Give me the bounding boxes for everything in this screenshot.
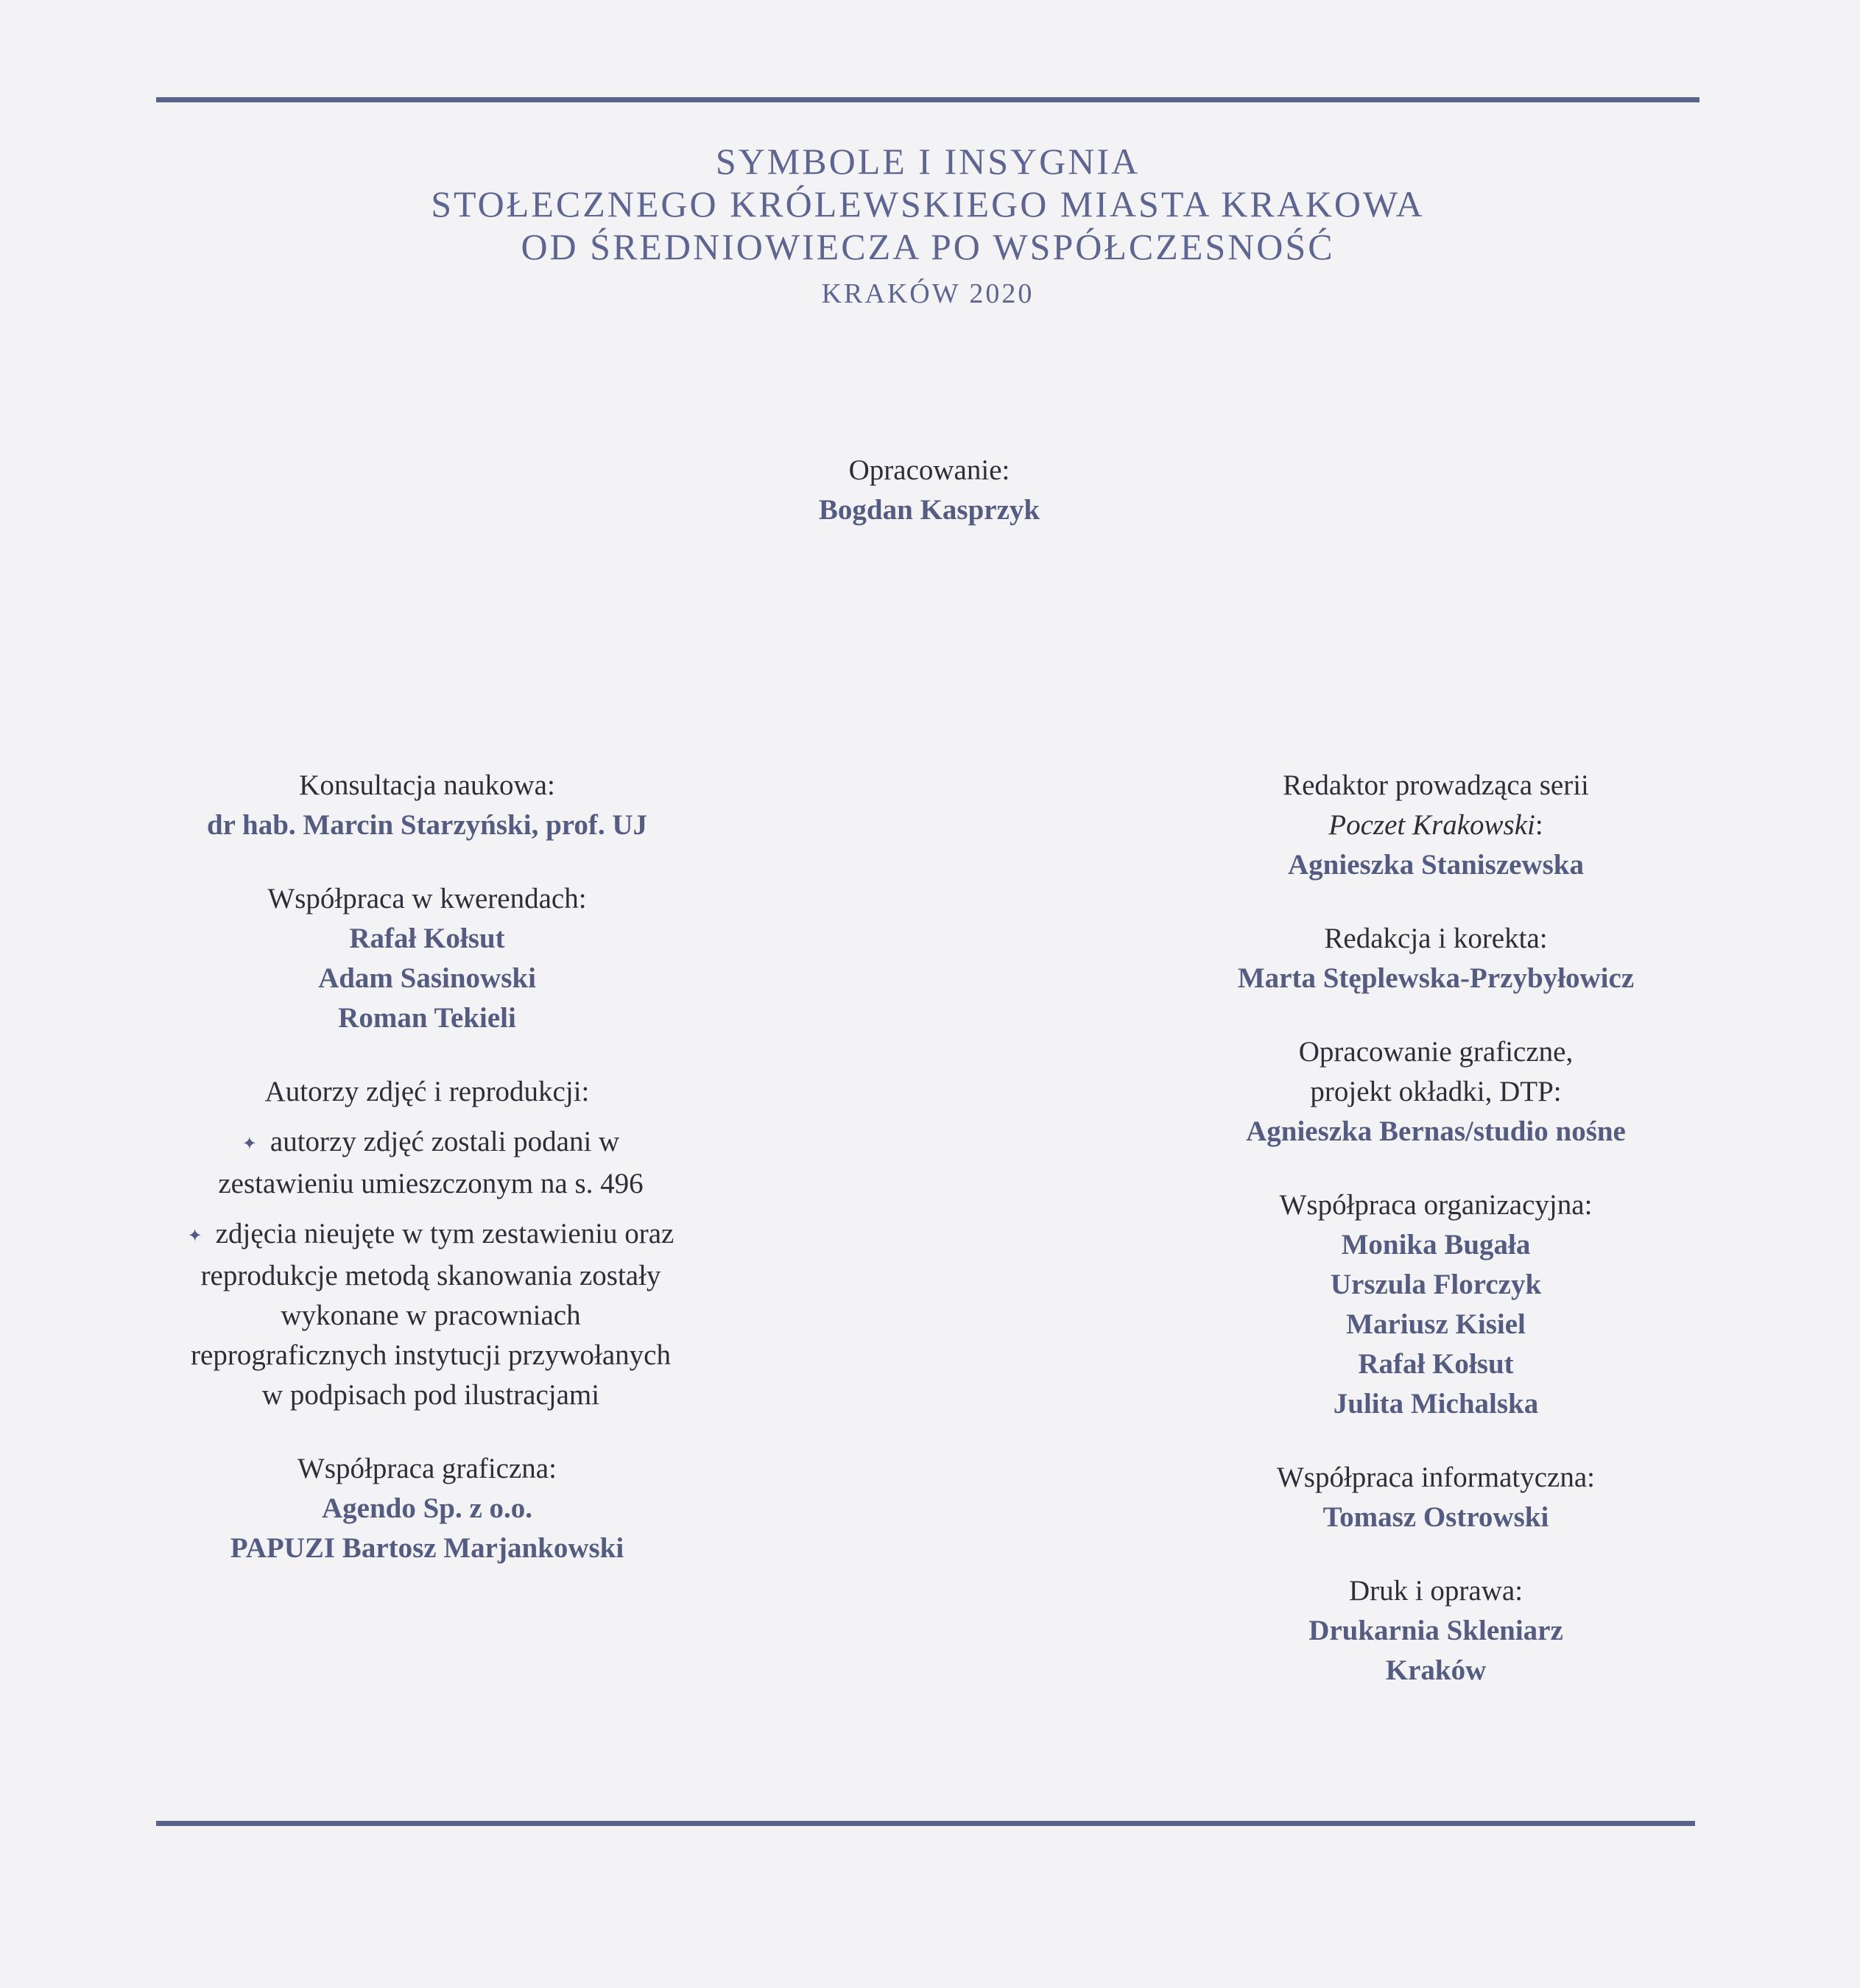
graphic-design-credit [1163, 1032, 1708, 1152]
diamond-bullet-icon: ✦ [187, 1227, 202, 1247]
consult-label: Konsultacja naukowa: [299, 769, 555, 801]
org-coop-label: Współpraca organizacyjna: [1279, 1189, 1593, 1221]
series-editor-name: Agnieszka Staniszewska [1288, 849, 1584, 881]
queries-label: Współpraca w kwerendach: [267, 883, 587, 914]
org-coop-name: Urszula Florczyk [1330, 1269, 1542, 1300]
graphic-coop-name: PAPUZI Bartosz Marjankowski [230, 1532, 624, 1565]
right-credits-column [1163, 766, 1708, 1724]
print-label: Druk i oprawa: [1348, 1575, 1523, 1607]
org-coop-name: Rafał Kołsut [1358, 1348, 1514, 1380]
queries-credit [147, 879, 707, 1038]
diamond-bullet-icon: ✦ [242, 1135, 257, 1155]
print-name: Drukarnia Skleniarz [1308, 1615, 1563, 1646]
redaction-credit [1163, 919, 1708, 998]
title-line-3: OD ŚREDNIOWIECZA PO WSPÓŁCZESNOŚĆ [521, 226, 1335, 267]
photos-label: Autorzy zdjęć i reprodukcji: [264, 1076, 590, 1107]
graphic-coop-label: Współpraca graficzna: [297, 1453, 557, 1485]
org-coop-name: Julita Michalska [1333, 1388, 1539, 1420]
title-line-1: SYMBOLE I INSYGNIA [715, 141, 1141, 182]
it-coop-label: Współpraca informatyczna: [1276, 1462, 1596, 1493]
org-coop-credit [1163, 1185, 1708, 1424]
series-editor-credit [1163, 766, 1708, 885]
queries-name: Rafał Kołsut [349, 923, 505, 954]
bullet-text: autorzy zdjęć zostali podani w zestawieniu umieszczonym na s. 496 [218, 1126, 644, 1200]
graphic-coop-credit [147, 1449, 707, 1568]
it-coop-name: Tomasz Ostrowski [1322, 1501, 1549, 1533]
org-coop-name: Monika Bugała [1341, 1229, 1531, 1261]
title-line-2: STOŁECZNEGO KRÓLEWSKIEGO MIASTA KRAKOWA [431, 183, 1425, 225]
graphic-design-label: projekt okładki, DTP: [1310, 1076, 1562, 1107]
list-item [147, 1214, 707, 1415]
place-date: KRAKÓW 2020 [821, 278, 1035, 309]
queries-name: Adam Sasinowski [318, 962, 536, 994]
redaction-name: Marta Stęplewska-Przybyłowicz [1237, 962, 1635, 994]
redaction-label: Redakcja i korekta: [1324, 923, 1548, 954]
graphic-design-label: Opracowanie graficzne, [1298, 1036, 1574, 1068]
bullet-text: zdjęcia nieujęte w tym zestawieniu oraz reprodukcje metodą skanowania zostały wykonane w pracowniach reprograficznych instytucji przywołanych w podpisach pod ilustracjami [191, 1218, 674, 1411]
editor-name: Bogdan Kasprzyk [818, 494, 1040, 526]
queries-name: Roman Tekieli [338, 1002, 516, 1034]
list-item [147, 1122, 707, 1204]
series-name-line [1163, 806, 1708, 845]
series-editor-label: Redaktor prowadząca serii [1283, 769, 1589, 801]
left-credits-column [147, 766, 707, 1602]
editor-credit [708, 451, 1150, 530]
editor-label: Opracowanie: [848, 454, 1010, 486]
top-rule [156, 97, 1699, 102]
photos-credit [147, 1072, 707, 1415]
print-credit [1163, 1571, 1708, 1691]
photos-bullet-list [147, 1122, 707, 1415]
org-coop-name: Mariusz Kisiel [1346, 1308, 1526, 1340]
series-suffix: : [1535, 809, 1543, 841]
it-coop-credit [1163, 1458, 1708, 1537]
print-name: Kraków [1385, 1654, 1487, 1686]
graphic-coop-name: Agendo Sp. z o.o. [321, 1492, 533, 1525]
consult-credit [147, 766, 707, 845]
book-title-block [156, 140, 1699, 314]
consult-name: dr hab. Marcin Starzyński, prof. UJ [206, 809, 648, 841]
bottom-rule [156, 1821, 1695, 1826]
graphic-design-name: Agnieszka Bernas/studio nośne [1246, 1115, 1626, 1147]
series-name: Poczet Krakowski [1328, 809, 1535, 841]
